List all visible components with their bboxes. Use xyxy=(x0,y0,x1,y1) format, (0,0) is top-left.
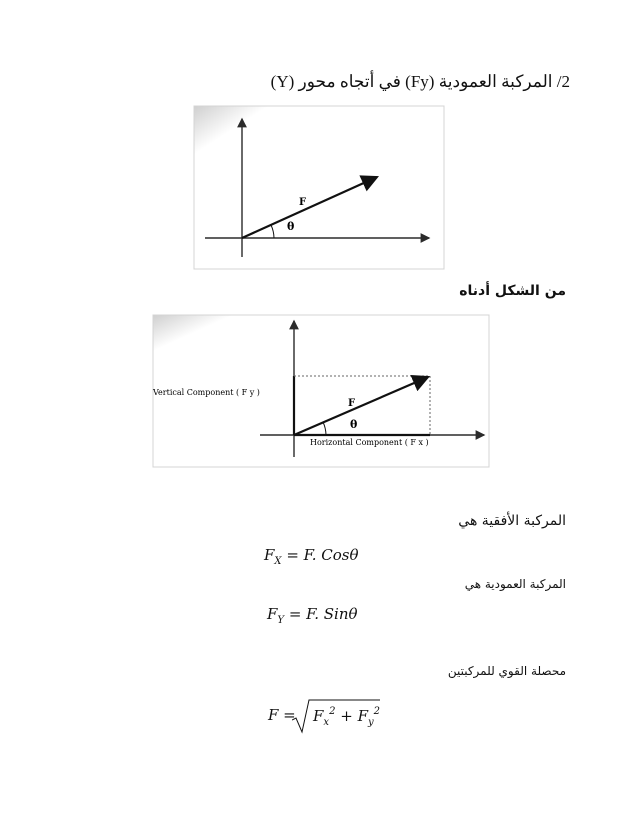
figure-1-force-vector xyxy=(193,105,445,270)
term2-subscript: y xyxy=(368,717,374,728)
horizontal-component-equation xyxy=(264,546,359,567)
term2: F xyxy=(357,707,368,725)
vertical-component-label: المركبة العمودية هي xyxy=(464,577,566,591)
vertical-component-equation xyxy=(267,605,358,626)
eq-lhs: F xyxy=(264,546,275,564)
vertical-component-label: Vertical Component ( F y ) xyxy=(153,388,260,397)
eq-lhs: F = xyxy=(268,706,296,724)
force-label: F xyxy=(348,398,356,409)
eq-rhs: = F. Cosθ xyxy=(286,546,359,564)
term2-superscript: 2 xyxy=(373,706,381,717)
eq-rhs: = F. Sinθ xyxy=(288,605,358,623)
eq-lhs-subscript: X xyxy=(274,556,282,567)
figure-2-force-components xyxy=(152,314,490,468)
horizontal-component-label: Horizontal Component ( F x ) xyxy=(310,438,429,447)
term1: F xyxy=(313,707,324,725)
angle-label: θ xyxy=(350,418,358,431)
eq-lhs-subscript: Y xyxy=(277,615,285,626)
angle-label: θ xyxy=(287,220,295,233)
resultant-label: محصلة القوي للمركبتين xyxy=(447,664,566,678)
section-2-heading: من الشكل أدناه xyxy=(459,283,566,299)
section-1-heading: 2/ المركبة العمودية (Fy) في أتجاه محور (Y) xyxy=(270,72,570,91)
horizontal-component-label: المركبة الأفقية هي xyxy=(458,513,566,529)
force-label: F xyxy=(299,197,307,208)
term1-subscript: x xyxy=(323,717,330,728)
plus-sign: + xyxy=(340,707,353,725)
term1-superscript: 2 xyxy=(329,706,336,717)
resultant-equation xyxy=(268,702,388,738)
eq-lhs: F xyxy=(267,605,278,623)
